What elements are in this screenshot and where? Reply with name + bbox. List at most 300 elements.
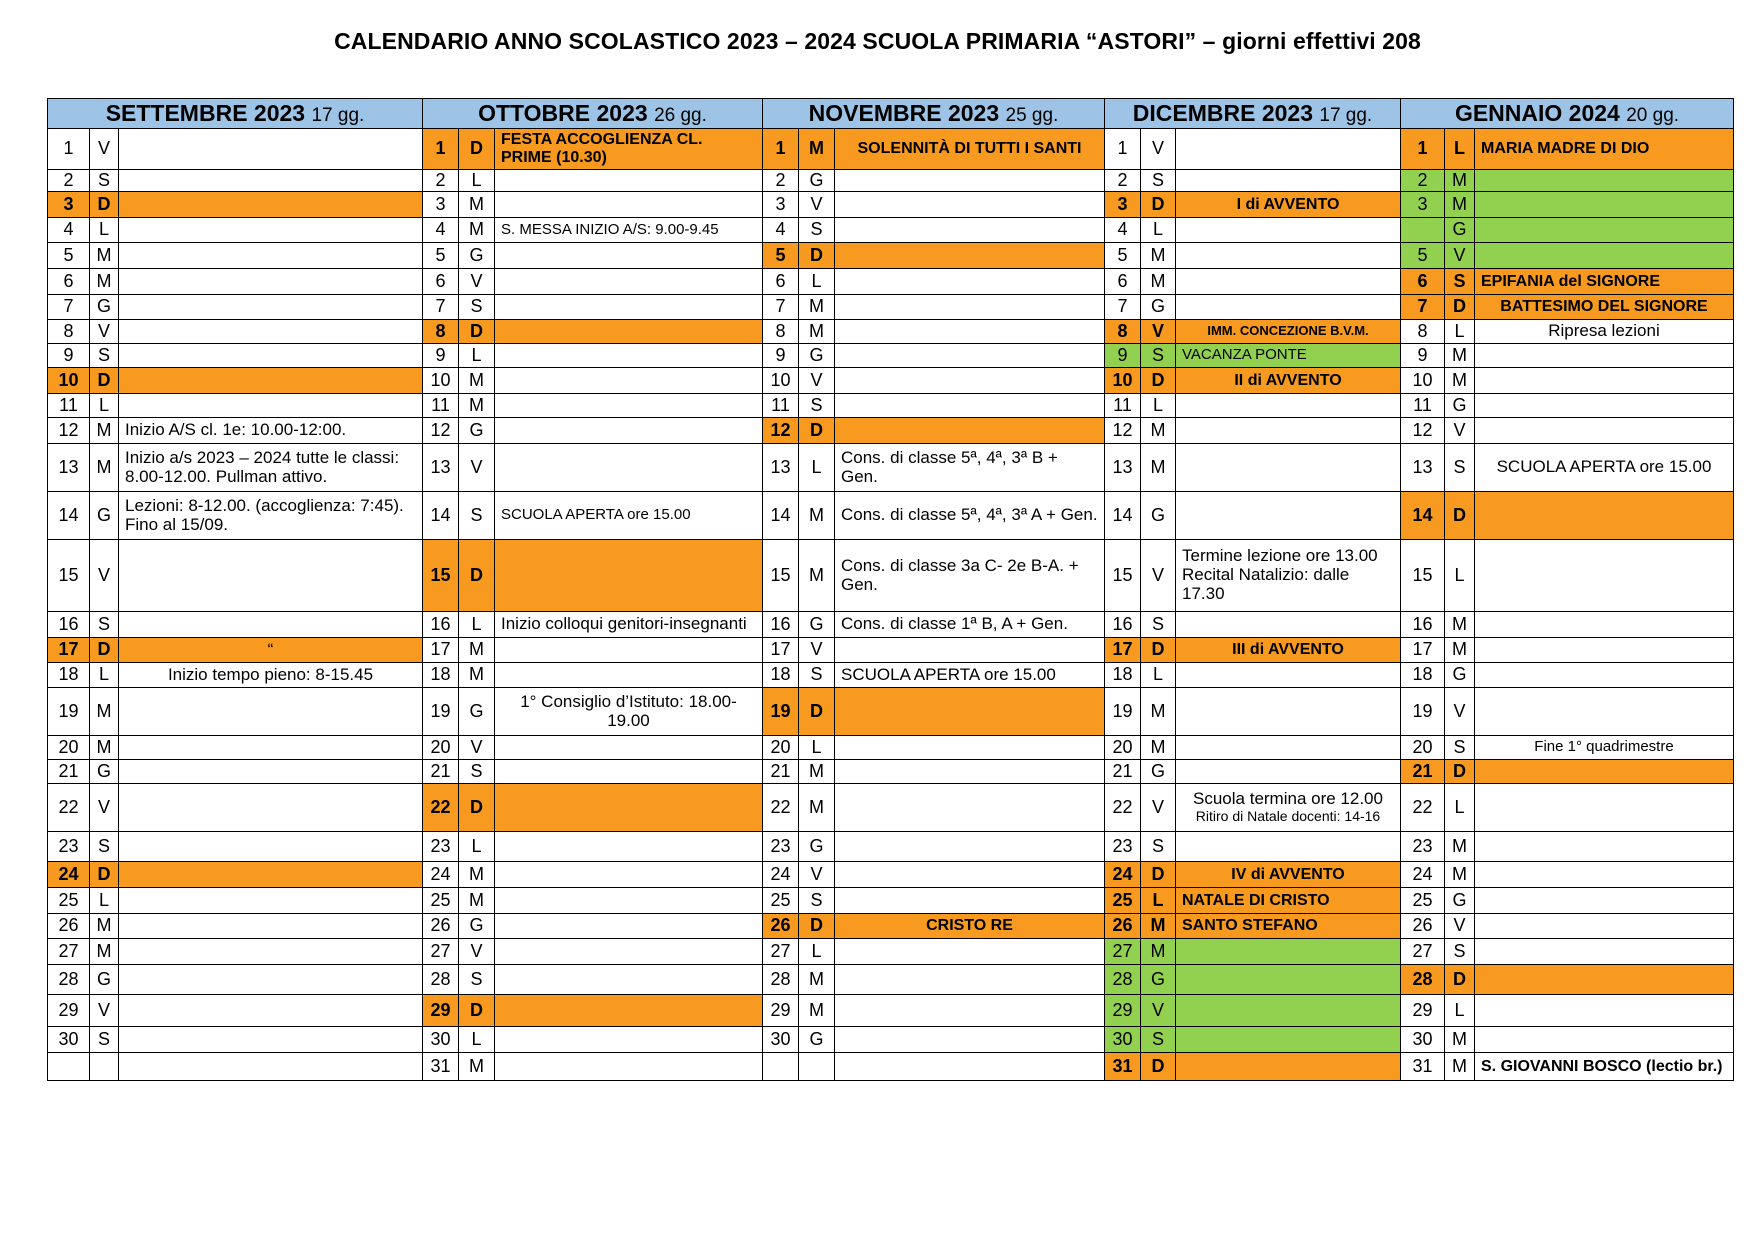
weekday-letter: V — [1445, 914, 1475, 939]
weekday-letter: D — [1141, 1053, 1176, 1081]
weekday-letter: V — [459, 444, 495, 492]
day-number: 17 — [423, 638, 459, 663]
weekday-letter: M — [90, 939, 119, 965]
weekday-letter: L — [459, 1027, 495, 1053]
weekday-letter: S — [1445, 939, 1475, 965]
day-event — [1176, 394, 1401, 418]
weekday-letter: D — [90, 638, 119, 663]
day-event — [835, 344, 1105, 368]
weekday-letter: S — [1445, 736, 1475, 760]
day-event — [835, 320, 1105, 344]
weekday-letter: M — [799, 492, 835, 540]
month-header-novembre — [763, 99, 1105, 129]
day-number: 15 — [763, 540, 799, 612]
day-event — [1475, 965, 1734, 995]
day-number: 17 — [1105, 638, 1141, 663]
day-event — [495, 638, 763, 663]
weekday-letter: M — [1445, 170, 1475, 192]
day-event — [119, 218, 423, 243]
weekday-letter: L — [90, 888, 119, 914]
day-event — [495, 269, 763, 295]
weekday-letter: D — [1141, 192, 1176, 218]
day-event — [1176, 192, 1401, 218]
day-event — [1176, 170, 1401, 192]
day-number: 3 — [763, 192, 799, 218]
day-number: 25 — [48, 888, 90, 914]
weekday-letter: L — [799, 939, 835, 965]
weekday-letter: M — [799, 295, 835, 320]
weekday-letter: M — [1141, 939, 1176, 965]
day-event — [1475, 760, 1734, 784]
day-number: 16 — [48, 612, 90, 638]
weekday-letter: D — [90, 192, 119, 218]
day-event — [835, 218, 1105, 243]
day-event — [1475, 320, 1734, 344]
day-event — [119, 394, 423, 418]
event-text: SCUOLA APERTA ore 15.00 — [1496, 457, 1712, 477]
event-text: Cons. di classe 5ª, 4ª, 3ª B + Gen. — [841, 447, 1058, 486]
day-event — [119, 914, 423, 939]
day-event — [1176, 995, 1401, 1027]
weekday-letter: G — [90, 295, 119, 320]
month-name: SETTEMBRE 2023 — [105, 99, 306, 126]
day-number: 18 — [423, 663, 459, 688]
weekday-letter: L — [799, 269, 835, 295]
day-event — [1176, 760, 1401, 784]
weekday-letter: S — [799, 888, 835, 914]
weekday-letter: L — [1141, 218, 1176, 243]
weekday-letter: V — [459, 939, 495, 965]
day-number: 1 — [1401, 129, 1445, 170]
day-number: 22 — [1105, 784, 1141, 832]
weekday-letter: M — [799, 129, 835, 170]
day-event — [835, 688, 1105, 736]
day-event — [119, 784, 423, 832]
calendar-row — [48, 418, 1734, 444]
weekday-letter: G — [799, 1027, 835, 1053]
weekday-letter: L — [1445, 129, 1475, 170]
day-event — [1176, 888, 1401, 914]
day-number: 20 — [423, 736, 459, 760]
day-event — [1475, 1027, 1734, 1053]
day-event — [1176, 540, 1401, 612]
day-number: 9 — [1401, 344, 1445, 368]
day-event — [835, 243, 1105, 269]
day-number: 19 — [763, 688, 799, 736]
day-number: 15 — [48, 540, 90, 612]
day-event — [1475, 418, 1734, 444]
day-event — [1176, 368, 1401, 394]
day-number: 1 — [763, 129, 799, 170]
day-event — [495, 444, 763, 492]
day-event — [1475, 736, 1734, 760]
event-text: Termine lezione ore 13.00 Recital Natalizio: dalle 17.30 — [1182, 546, 1378, 603]
weekday-letter: V — [799, 192, 835, 218]
day-number: 14 — [763, 492, 799, 540]
day-number: 16 — [763, 612, 799, 638]
day-event — [1475, 394, 1734, 418]
weekday-letter: S — [459, 295, 495, 320]
calendar-row — [48, 688, 1734, 736]
day-event — [1176, 914, 1401, 939]
weekday-letter: V — [799, 862, 835, 888]
day-event — [835, 995, 1105, 1027]
weekday-letter: M — [1141, 444, 1176, 492]
day-number: 6 — [763, 269, 799, 295]
day-number: 17 — [763, 638, 799, 663]
weekday-letter: M — [1445, 638, 1475, 663]
weekday-letter: M — [1141, 243, 1176, 269]
day-event — [495, 914, 763, 939]
day-number: 20 — [1105, 736, 1141, 760]
calendar-row — [48, 995, 1734, 1027]
event-text: S. GIOVANNI BOSCO (lectio br.) — [1481, 1057, 1723, 1075]
day-event — [1176, 1053, 1401, 1081]
weekday-letter: G — [1141, 965, 1176, 995]
day-number: 9 — [48, 344, 90, 368]
weekday-letter: S — [1141, 832, 1176, 862]
day-event — [835, 638, 1105, 663]
month-school-days: 17 gg. — [1319, 104, 1373, 126]
weekday-letter: G — [1445, 394, 1475, 418]
day-event — [835, 269, 1105, 295]
day-event — [495, 832, 763, 862]
weekday-letter: M — [1141, 736, 1176, 760]
event-text: IV di AVVENTO — [1231, 865, 1345, 883]
event-text: MARIA MADRE DI DIO — [1481, 140, 1650, 158]
day-number: 30 — [763, 1027, 799, 1053]
day-event — [1475, 192, 1734, 218]
day-event — [119, 888, 423, 914]
day-number: 17 — [1401, 638, 1445, 663]
weekday-letter: L — [459, 170, 495, 192]
weekday-letter: V — [1445, 243, 1475, 269]
day-event — [835, 540, 1105, 612]
weekday-letter: S — [90, 344, 119, 368]
day-number: 7 — [48, 295, 90, 320]
document-title: CALENDARIO ANNO SCOLASTICO 2023 – 2024 SCUOLA PRIMARIA “ASTORI” – giorni effettivi 208 — [334, 28, 1421, 54]
event-text: Inizio A/S cl. 1e: 10.00-12:00. — [125, 420, 347, 440]
weekday-letter: V — [90, 540, 119, 612]
day-number: 13 — [1105, 444, 1141, 492]
weekday-letter: M — [1445, 1027, 1475, 1053]
day-number: 27 — [423, 939, 459, 965]
day-number: 23 — [763, 832, 799, 862]
event-text: FESTA ACCOGLIENZA CL. PRIME (10.30) — [501, 131, 703, 166]
day-number: 8 — [763, 320, 799, 344]
day-event — [1176, 492, 1401, 540]
weekday-letter: L — [459, 832, 495, 862]
day-number: 21 — [423, 760, 459, 784]
day-number: 12 — [423, 418, 459, 444]
day-number: 24 — [763, 862, 799, 888]
weekday-letter: V — [1445, 418, 1475, 444]
day-event — [1475, 243, 1734, 269]
day-event — [495, 939, 763, 965]
day-event — [835, 888, 1105, 914]
day-event — [119, 939, 423, 965]
day-number: 28 — [1105, 965, 1141, 995]
weekday-letter: M — [1445, 832, 1475, 862]
day-number: 15 — [1401, 540, 1445, 612]
day-event — [835, 914, 1105, 939]
weekday-letter: M — [90, 914, 119, 939]
day-event — [119, 965, 423, 995]
day-event — [1475, 368, 1734, 394]
day-number: 24 — [1105, 862, 1141, 888]
day-event — [495, 965, 763, 995]
day-event — [495, 888, 763, 914]
day-event — [835, 394, 1105, 418]
day-number: 7 — [1105, 295, 1141, 320]
day-event — [835, 1053, 1105, 1081]
weekday-letter: V — [459, 736, 495, 760]
day-event — [1475, 939, 1734, 965]
day-number: 29 — [48, 995, 90, 1027]
weekday-letter: M — [459, 218, 495, 243]
day-event — [119, 269, 423, 295]
weekday-letter: M — [799, 965, 835, 995]
weekday-letter: M — [799, 760, 835, 784]
weekday-letter: V — [90, 129, 119, 170]
weekday-letter: V — [90, 995, 119, 1027]
weekday-letter: M — [459, 192, 495, 218]
month-header-gennaio — [1401, 99, 1734, 129]
weekday-letter: L — [459, 344, 495, 368]
weekday-letter: M — [799, 995, 835, 1027]
month-name: NOVEMBRE 2023 — [808, 99, 1000, 126]
weekday-letter: L — [90, 394, 119, 418]
day-event — [1176, 218, 1401, 243]
day-event — [119, 995, 423, 1027]
day-event — [119, 1053, 423, 1081]
day-number: 26 — [1105, 914, 1141, 939]
day-event — [1176, 418, 1401, 444]
day-number: 4 — [423, 218, 459, 243]
calendar-row — [48, 612, 1734, 638]
day-event — [495, 784, 763, 832]
day-number: 22 — [48, 784, 90, 832]
day-event — [119, 862, 423, 888]
weekday-letter: D — [459, 129, 495, 170]
weekday-letter: M — [459, 368, 495, 394]
day-event — [1475, 444, 1734, 492]
event-text: BATTESIMO DEL SIGNORE — [1500, 298, 1708, 316]
day-event — [1475, 129, 1734, 170]
day-number: 13 — [423, 444, 459, 492]
day-number: 14 — [1105, 492, 1141, 540]
calendar-row — [48, 243, 1734, 269]
day-number: 1 — [423, 129, 459, 170]
day-number: 27 — [763, 939, 799, 965]
day-event — [1475, 688, 1734, 736]
month-header-ottobre — [423, 99, 763, 129]
weekday-letter: S — [90, 832, 119, 862]
day-event — [835, 832, 1105, 862]
event-text-secondary: Ritiro di Natale docenti: 14-16 — [1195, 808, 1381, 825]
day-number: 11 — [423, 394, 459, 418]
weekday-letter — [90, 1053, 119, 1081]
weekday-letter: G — [459, 418, 495, 444]
day-number: 12 — [763, 418, 799, 444]
day-number — [48, 1053, 90, 1081]
weekday-letter: G — [1141, 760, 1176, 784]
day-number: 27 — [48, 939, 90, 965]
day-event — [495, 243, 763, 269]
weekday-letter: L — [1445, 540, 1475, 612]
weekday-letter: D — [1141, 368, 1176, 394]
weekday-letter: D — [1141, 638, 1176, 663]
day-number: 31 — [1401, 1053, 1445, 1081]
day-number: 15 — [423, 540, 459, 612]
weekday-letter: L — [1141, 663, 1176, 688]
weekday-letter: L — [799, 736, 835, 760]
day-number: 11 — [48, 394, 90, 418]
day-event — [1475, 914, 1734, 939]
day-number: 10 — [1105, 368, 1141, 394]
day-number: 21 — [1401, 760, 1445, 784]
weekday-letter: L — [1445, 320, 1475, 344]
day-number: 16 — [1105, 612, 1141, 638]
weekday-letter: M — [1141, 688, 1176, 736]
weekday-letter: G — [799, 612, 835, 638]
day-number: 28 — [1401, 965, 1445, 995]
calendar-row — [48, 170, 1734, 192]
calendar-row — [48, 965, 1734, 995]
day-number: 23 — [423, 832, 459, 862]
weekday-letter: V — [90, 320, 119, 344]
event-text: EPIFANIA del SIGNORE — [1481, 272, 1660, 290]
weekday-letter: S — [799, 218, 835, 243]
event-text: Scuola termina ore 12.00 — [1193, 789, 1383, 809]
day-number: 6 — [423, 269, 459, 295]
event-text: S. MESSA INIZIO A/S: 9.00-9.45 — [501, 220, 719, 238]
day-number: 16 — [1401, 612, 1445, 638]
event-text: “ — [267, 639, 274, 659]
weekday-letter: G — [459, 914, 495, 939]
day-number: 4 — [763, 218, 799, 243]
day-number: 27 — [1105, 939, 1141, 965]
day-number: 4 — [1105, 218, 1141, 243]
day-event — [495, 295, 763, 320]
weekday-letter: V — [1141, 540, 1176, 612]
event-text: Inizio tempo pieno: 8-15.45 — [167, 664, 374, 684]
day-event — [1475, 540, 1734, 612]
month-school-days: 25 gg. — [1005, 104, 1059, 126]
day-event — [119, 170, 423, 192]
weekday-letter: M — [1141, 418, 1176, 444]
weekday-letter: S — [459, 965, 495, 995]
day-number: 30 — [48, 1027, 90, 1053]
day-number: 3 — [423, 192, 459, 218]
day-event — [1475, 638, 1734, 663]
day-event — [495, 1027, 763, 1053]
day-number: 29 — [423, 995, 459, 1027]
weekday-letter: S — [1141, 344, 1176, 368]
weekday-letter: D — [1141, 862, 1176, 888]
weekday-letter: M — [90, 736, 119, 760]
weekday-letter: M — [1445, 862, 1475, 888]
day-number: 8 — [423, 320, 459, 344]
day-number: 3 — [48, 192, 90, 218]
day-number: 31 — [423, 1053, 459, 1081]
weekday-letter: D — [799, 243, 835, 269]
day-number: 8 — [1105, 320, 1141, 344]
event-text: Lezioni: 8-12.00. (accoglienza: 7:45). Fino al 15/09. — [125, 495, 404, 534]
weekday-letter: M — [90, 688, 119, 736]
day-number: 2 — [1401, 170, 1445, 192]
day-number: 9 — [763, 344, 799, 368]
day-event — [835, 129, 1105, 170]
weekday-letter: D — [799, 418, 835, 444]
day-event — [119, 344, 423, 368]
weekday-letter: S — [1141, 170, 1176, 192]
day-event — [119, 1027, 423, 1053]
day-event — [495, 760, 763, 784]
event-text: Inizio a/s 2023 – 2024 tutte le classi: 8.00-12.00. Pullman attivo. — [125, 447, 400, 486]
day-event — [835, 444, 1105, 492]
weekday-letter: G — [799, 344, 835, 368]
weekday-letter: G — [1445, 218, 1475, 243]
weekday-letter: V — [1141, 784, 1176, 832]
day-number: 27 — [1401, 939, 1445, 965]
day-number: 6 — [1105, 269, 1141, 295]
day-event — [119, 612, 423, 638]
day-number: 18 — [1105, 663, 1141, 688]
day-event — [495, 540, 763, 612]
day-number: 28 — [48, 965, 90, 995]
day-number: 18 — [1401, 663, 1445, 688]
calendar-row — [48, 218, 1734, 243]
calendar-row — [48, 914, 1734, 939]
day-number: 30 — [423, 1027, 459, 1053]
day-event — [119, 688, 423, 736]
weekday-letter: S — [90, 170, 119, 192]
weekday-letter: D — [799, 914, 835, 939]
weekday-letter: D — [1445, 492, 1475, 540]
day-number: 15 — [1105, 540, 1141, 612]
day-number: 30 — [1401, 1027, 1445, 1053]
day-number: 13 — [48, 444, 90, 492]
day-event — [1176, 243, 1401, 269]
day-number: 20 — [1401, 736, 1445, 760]
weekday-letter: S — [1141, 1027, 1176, 1053]
day-number: 5 — [1105, 243, 1141, 269]
day-number: 3 — [1105, 192, 1141, 218]
day-number: 19 — [48, 688, 90, 736]
day-number: 7 — [423, 295, 459, 320]
day-number: 5 — [423, 243, 459, 269]
day-event — [119, 736, 423, 760]
day-event — [1176, 663, 1401, 688]
day-number: 28 — [763, 965, 799, 995]
weekday-letter: G — [799, 832, 835, 862]
day-number: 19 — [423, 688, 459, 736]
day-event — [1475, 862, 1734, 888]
day-event — [835, 862, 1105, 888]
day-event — [495, 862, 763, 888]
day-event — [1176, 688, 1401, 736]
day-number: 10 — [1401, 368, 1445, 394]
day-number: 28 — [423, 965, 459, 995]
day-event — [495, 320, 763, 344]
day-number: 26 — [48, 914, 90, 939]
weekday-letter: S — [1141, 612, 1176, 638]
weekday-letter: D — [459, 784, 495, 832]
weekday-letter: M — [459, 638, 495, 663]
day-number: 11 — [1105, 394, 1141, 418]
calendar-row — [48, 344, 1734, 368]
